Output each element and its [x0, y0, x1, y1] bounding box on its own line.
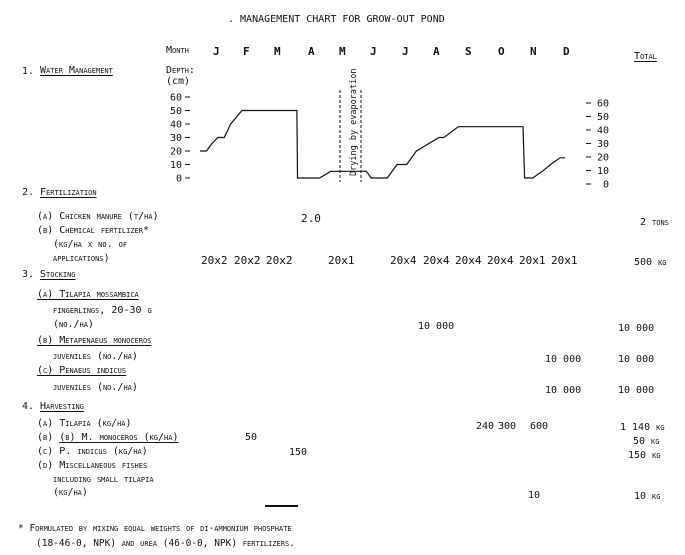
month-label: Month: [166, 45, 189, 56]
fert-b-label-2: (kg/ha x no. of: [53, 239, 128, 250]
month-label-2: M: [274, 45, 281, 58]
fert-b-value-8: 20x1: [519, 254, 546, 267]
right-tick-label-0: 60: [596, 98, 609, 110]
harv-c-value: 150: [289, 447, 308, 458]
left-tick-label-4: 20: [169, 146, 182, 158]
left-tick-label-2: 40: [169, 119, 182, 131]
harv-d-label-3: (kg/ha): [53, 487, 88, 498]
stock-a-label-3: (no./ha): [53, 319, 94, 330]
stock-c-label-1: (c) Penaeus indicus: [37, 365, 127, 376]
page-title: . MANAGEMENT CHART FOR GROW-OUT POND: [228, 14, 445, 25]
left-y-axis: [170, 93, 190, 185]
fert-b-total: 500 kg: [634, 257, 667, 268]
fert-b-value-5: 20x4: [423, 254, 450, 267]
fert-a-value: 2.0: [301, 212, 321, 225]
fert-b-label-1: (b) Chemical fertilizer*: [37, 225, 149, 236]
left-tick-label-1: 50: [169, 106, 182, 117]
stock-b-value: 10 000: [545, 354, 582, 365]
depth-unit: (cm): [166, 76, 191, 87]
left-tick-label-0: 60: [169, 92, 182, 104]
right-tick-label-2: 40: [596, 125, 609, 137]
harv-a-value-3: 600: [530, 421, 549, 432]
fert-b-label-3: applications): [53, 253, 110, 264]
section-1-heading: Water Management: [40, 65, 113, 76]
fert-b-value-6: 20x4: [455, 254, 482, 267]
stock-c-label-2: juveniles (no./ha): [53, 382, 138, 393]
stock-b-label-1: (b) Metapenaeus monoceros: [37, 335, 152, 346]
right-tick-label-6: 0: [602, 179, 609, 191]
left-tick-label-6: 0: [175, 173, 182, 185]
harv-b-label: (b) (b) M. monoceros (kg/ha): [37, 432, 179, 443]
section-3-number: 3.: [22, 269, 35, 280]
harv-c-label: (c) P. indicus (kg/ha): [37, 446, 148, 457]
stock-c-total: 10 000: [618, 385, 655, 396]
section-3-heading: Stocking: [40, 269, 76, 280]
fert-b-value-0: 20x2: [201, 254, 228, 267]
month-label-11: D: [563, 45, 570, 58]
harv-d-label-1: (d) Miscellaneous fishes: [37, 460, 148, 471]
harv-b-total: 50 kg: [633, 436, 660, 447]
month-label-0: J: [213, 45, 220, 58]
month-label-8: S: [465, 45, 472, 58]
month-label-6: J: [402, 45, 409, 58]
month-label-7: A: [433, 45, 440, 58]
water-depth-line: [200, 111, 565, 179]
month-label-1: F: [243, 45, 250, 58]
section-2-heading: Fertilization: [40, 187, 97, 198]
fert-b-value-9: 20x1: [551, 254, 578, 267]
harv-d-total: 10 kg: [634, 491, 661, 502]
month-label-4: M: [339, 45, 346, 58]
harv-b-value: 50: [245, 432, 258, 443]
fert-a-label: (a) Chicken manure (t/ha): [37, 211, 159, 222]
left-tick-label-5: 10: [169, 160, 182, 171]
month-label-9: O: [498, 45, 505, 58]
depth-label: Depth:: [166, 65, 195, 76]
stock-a-value: 10 000: [418, 321, 455, 332]
stock-b-label-2: juveniles (no./ha): [53, 351, 138, 362]
harv-a-label: (a) Tilapia (kg/ha): [37, 418, 132, 429]
harv-d-value: 10: [528, 490, 541, 501]
total-label: Total: [634, 51, 657, 62]
footnote-line-1: * Formulated by mixing equal weights of di-ammonium phosphate: [18, 523, 292, 534]
footnote-line-2: (18-46-0, NPK) and urea (46-0-0, NPK) fertilizers.: [36, 538, 295, 549]
stock-a-total: 10 000: [618, 323, 655, 334]
stock-a-label-1: (a) Tilapia mossambica: [37, 289, 139, 300]
harv-a-value-2: 300: [498, 421, 517, 432]
fert-b-value-3: 20x1: [328, 254, 355, 267]
harv-c-total: 150 kg: [628, 450, 661, 461]
right-tick-label-5: 10: [596, 166, 609, 177]
right-tick-label-1: 50: [596, 112, 609, 123]
stock-c-value: 10 000: [545, 385, 582, 396]
fert-b-value-7: 20x4: [487, 254, 514, 267]
section-4-heading: Harvesting: [40, 401, 84, 412]
drying-annotation: Drying by evaporation: [349, 68, 359, 176]
right-y-axis: [586, 99, 609, 191]
fert-a-total: 2 tons: [640, 217, 669, 228]
harv-b-label-text: (b) M. monoceros (kg/ha): [59, 432, 179, 443]
right-tick-label-3: 30: [596, 139, 609, 150]
month-label-3: A: [308, 45, 315, 58]
harv-d-label-2: including small tilapia: [53, 474, 154, 485]
right-tick-label-4: 20: [596, 152, 609, 164]
fert-b-value-4: 20x4: [390, 254, 417, 267]
section-1-number: 1.: [22, 66, 35, 77]
fert-b-value-2: 20x2: [266, 254, 293, 267]
stock-a-label-2: fingerlings, 20-30 g: [53, 305, 152, 316]
section-4-number: 4.: [22, 401, 35, 412]
month-label-5: J: [370, 45, 377, 58]
harv-a-value-1: 240: [476, 421, 495, 432]
fert-b-value-1: 20x2: [234, 254, 261, 267]
section-2-number: 2.: [22, 187, 35, 198]
month-label-10: N: [530, 45, 537, 58]
stock-b-total: 10 000: [618, 354, 655, 365]
harv-a-total: 1 140 kg: [620, 422, 665, 433]
left-tick-label-3: 30: [169, 133, 182, 144]
